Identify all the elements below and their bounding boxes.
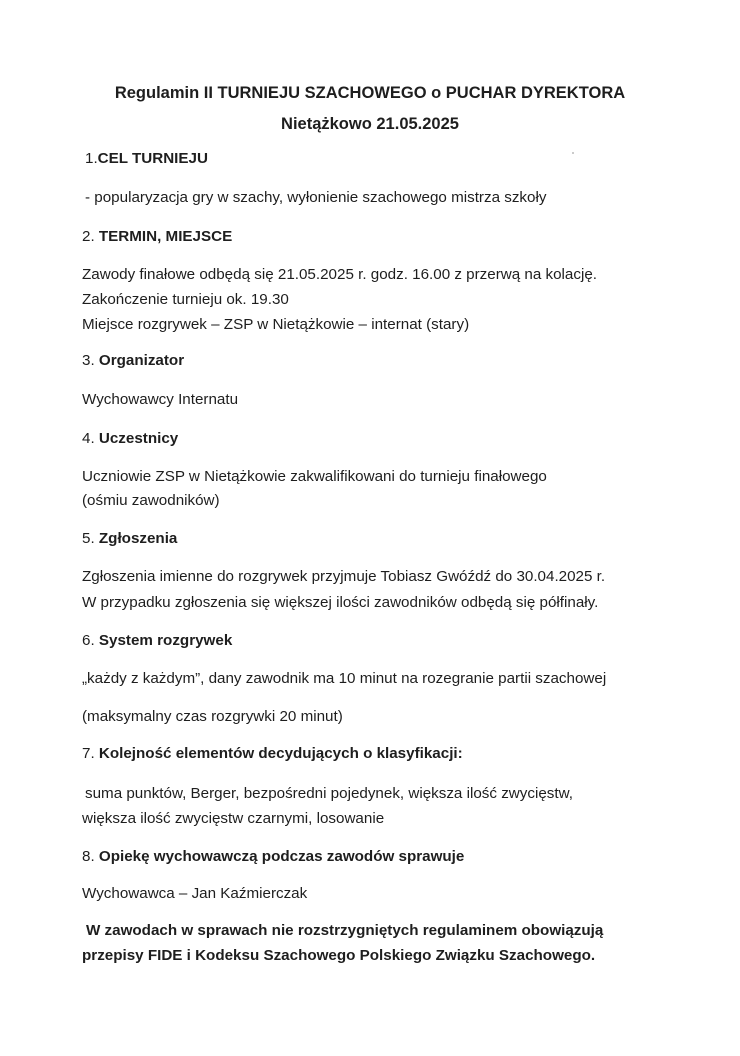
section-8-text: Wychowawca – Jan Kaźmierczak: [82, 885, 308, 902]
section-4-text-line: Uczniowie ZSP w Nietążkowie zakwalifikowani do turnieju finałowego: [82, 468, 547, 485]
section-6-heading: [82, 632, 232, 649]
document-subtitle: Nietążkowo 21.05.2025: [281, 115, 459, 133]
closing-statement-line: przepisy FIDE i Kodeksu Szachowego Polskiego Związku Szachowego.: [82, 947, 596, 964]
section-7-text-line: większa ilość zwycięstw czarnymi, losowanie: [82, 810, 385, 827]
section-number: 5.: [82, 530, 99, 547]
section-1-heading: [85, 150, 208, 167]
section-number: 1.: [85, 150, 98, 167]
section-7-heading: [82, 745, 463, 762]
section-title: TERMIN, MIEJSCE: [98, 228, 233, 245]
section-title: Zgłoszenia: [98, 530, 178, 547]
section-6-text-line: (maksymalny czas rozgrywki 20 minut): [82, 708, 343, 725]
section-title: Uczestnicy: [98, 430, 179, 447]
section-6-text-line: „każdy z każdym”, dany zawodnik ma 10 minut na rozegranie partii szachowej: [82, 670, 607, 687]
section-4-heading: [82, 430, 178, 447]
section-7-text-line: suma punktów, Berger, bezpośredni pojedynek, większa ilość zwycięstw,: [85, 785, 573, 802]
section-number: 7.: [82, 745, 99, 762]
section-title: Kolejność elementów decydujących o klasyfikacji:: [98, 745, 463, 762]
section-number: 3.: [82, 352, 99, 369]
section-title: CEL TURNIEJU: [97, 150, 208, 167]
section-2-text-line: Zawody finałowe odbędą się 21.05.2025 r. godz. 16.00 z przerwą na kolację.: [82, 266, 598, 283]
section-number: 4.: [82, 430, 99, 447]
section-title: Organizator: [98, 352, 185, 369]
section-3-heading: [82, 352, 184, 369]
section-5-heading: [82, 530, 177, 547]
section-4-text-line: (ośmiu zawodników): [82, 492, 220, 509]
section-5-text-line: Zgłoszenia imienne do rozgrywek przyjmuje Tobiasz Gwóźdź do 30.04.2025 r.: [82, 568, 606, 585]
section-2-heading: [82, 228, 232, 245]
section-3-text: Wychowawcy Internatu: [82, 391, 239, 408]
document-title: Regulamin II TURNIEJU SZACHOWEGO o PUCHAR DYREKTORA: [114, 84, 626, 102]
section-number: 6.: [82, 632, 99, 649]
section-2-text-line: Miejsce rozgrywek – ZSP w Nietążkowie – internat (stary): [82, 316, 470, 333]
section-title: Opiekę wychowawczą podczas zawodów sprawuje: [98, 848, 465, 865]
section-title: System rozgrywek: [98, 632, 233, 649]
section-1-text: - popularyzacja gry w szachy, wyłonienie szachowego mistrza szkoły: [85, 189, 547, 206]
section-8-heading: [82, 848, 464, 865]
closing-statement-line: W zawodach w sprawach nie rozstrzygniętych regulaminem obowiązują: [86, 922, 604, 939]
section-2-text-line: Zakończenie turnieju ok. 19.30: [82, 291, 289, 308]
section-number: 8.: [82, 848, 99, 865]
section-number: 2.: [82, 228, 99, 245]
section-5-text-line: W przypadku zgłoszenia się większej ilości zawodników odbędą się półfinały.: [82, 594, 599, 611]
scan-speck: [572, 152, 574, 154]
